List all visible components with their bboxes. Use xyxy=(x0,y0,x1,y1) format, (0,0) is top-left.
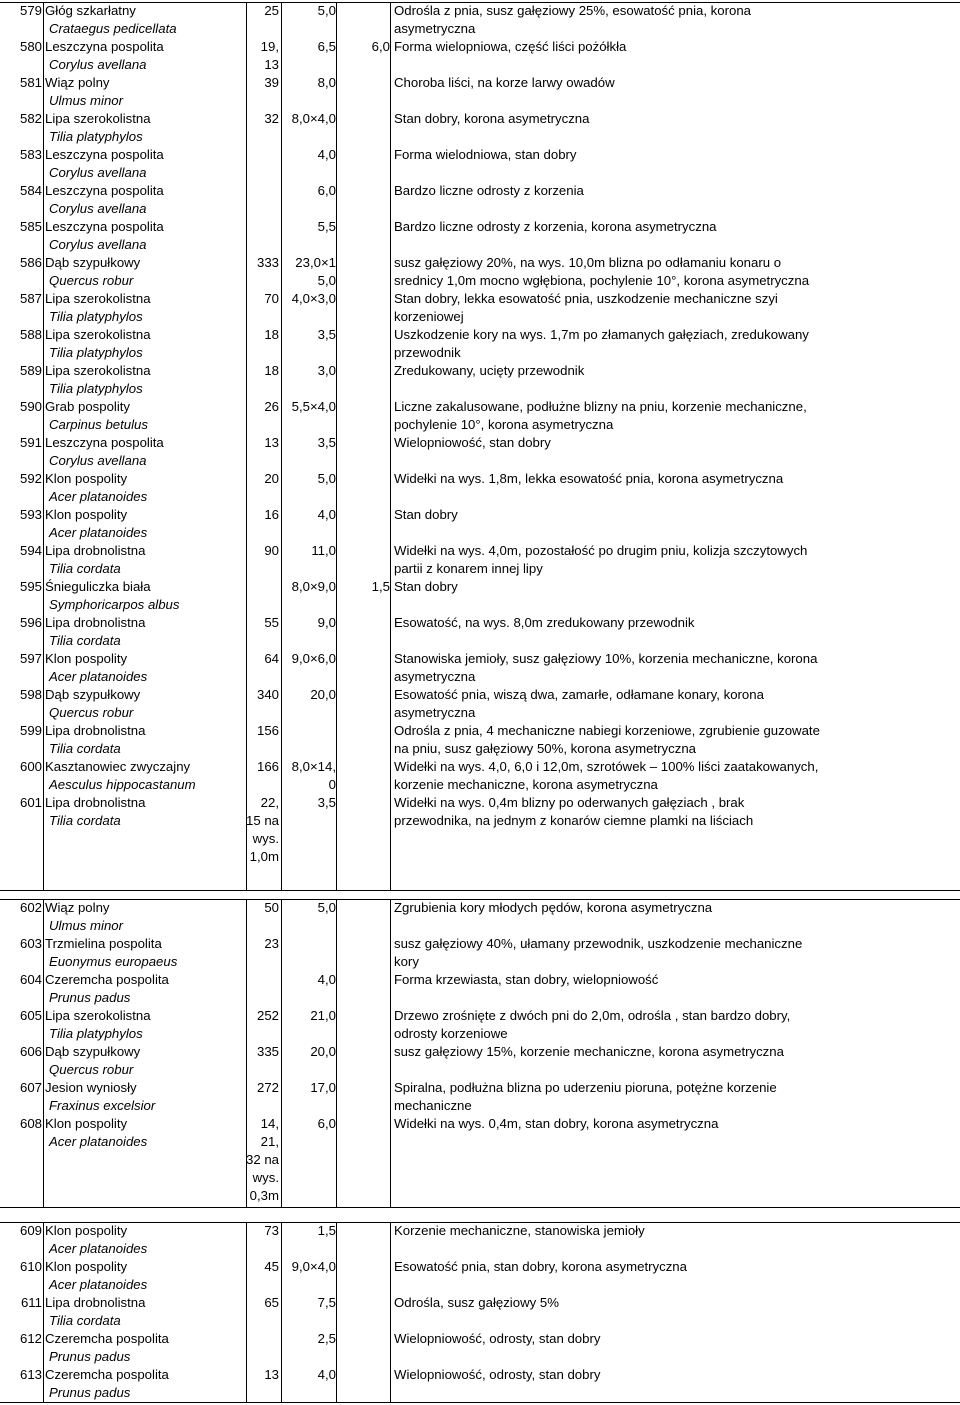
latin-name: Quercus robur xyxy=(49,705,134,720)
girth-cell: 50 xyxy=(264,900,279,915)
table-row xyxy=(0,326,960,362)
table-row xyxy=(0,899,960,935)
latin-name: Acer platanoides xyxy=(49,1134,148,1149)
latin-name: Acer platanoides xyxy=(49,669,148,684)
latin-name: Quercus robur xyxy=(49,273,134,288)
common-name: Klon pospolity xyxy=(45,1259,128,1274)
tree-number-cell: 581 xyxy=(19,75,42,90)
tree-number-cell: 589 xyxy=(19,363,42,378)
condition-description-cell: Wielopniowość, stan dobry xyxy=(394,435,551,450)
species-name-cell xyxy=(45,362,245,398)
condition-description-cell: Esowatość pnia, stan dobry, korona asymetryczna xyxy=(394,1259,687,1274)
condition-description-cell: Esowatość, na wys. 8,0m zredukowany przewodnik xyxy=(394,615,695,630)
species-name-cell xyxy=(45,794,245,830)
girth-cell: 55 xyxy=(264,615,279,630)
table-row xyxy=(0,758,960,794)
tree-number-cell: 606 xyxy=(19,1044,42,1059)
section-rule xyxy=(0,1402,960,1403)
girth-cell: 13 xyxy=(264,435,279,450)
common-name: Czeremcha pospolita xyxy=(45,1331,169,1346)
latin-name: Prunus padus xyxy=(49,1385,131,1400)
height-cell: 7,5 xyxy=(317,1295,336,1310)
condition-description-cell: Liczne zakalusowane, podłużne blizny na pniu, korzenie mechaniczne, pochylenie 10°, korona asymetryczna xyxy=(394,399,807,432)
common-name: Klon pospolity xyxy=(45,651,128,666)
species-name-cell xyxy=(45,578,245,614)
girth-cell: 23 xyxy=(264,936,279,951)
height-cell: 3,0 xyxy=(317,363,336,378)
condition-description-cell: Stan dobry xyxy=(394,579,458,594)
tree-number-cell: 591 xyxy=(19,435,42,450)
condition-description-cell: Stan dobry xyxy=(394,507,458,522)
table-row xyxy=(0,74,960,110)
common-name: Dąb szypułkowy xyxy=(45,687,141,702)
girth-cell: 272 xyxy=(256,1080,279,1095)
condition-description-cell: Bardzo liczne odrosty z korzenia, korona asymetryczna xyxy=(394,219,717,234)
table-row xyxy=(0,1294,960,1330)
girth-cell: 70 xyxy=(264,291,279,306)
table-row xyxy=(0,935,960,971)
height-cell: 5,0 xyxy=(317,900,336,915)
table-section xyxy=(0,1222,960,1402)
section-rule xyxy=(0,890,960,891)
condition-description-cell: Odrośla z pnia, susz gałęziowy 25%, esowatość pnia, korona asymetryczna xyxy=(394,3,751,36)
table-row xyxy=(0,1115,960,1207)
species-name-cell xyxy=(45,614,245,650)
table-row xyxy=(0,542,960,578)
common-name: Kasztanowiec zwyczajny xyxy=(45,759,191,774)
condition-description-cell: Spiralna, podłużna blizna po uderzeniu pioruna, potężne korzenie mechaniczne xyxy=(394,1080,777,1113)
latin-name: Aesculus hippocastanum xyxy=(49,777,196,792)
height-cell: 9,0 xyxy=(317,615,336,630)
tree-number-cell: 585 xyxy=(19,219,42,234)
latin-name: Carpinus betulus xyxy=(49,417,148,432)
common-name: Grab pospolity xyxy=(45,399,131,414)
latin-name: Acer platanoides xyxy=(49,1277,148,1292)
table-row xyxy=(0,470,960,506)
tree-number-cell: 613 xyxy=(19,1367,42,1382)
tree-number-cell: 608 xyxy=(19,1116,42,1131)
girth-cell: 26 xyxy=(264,399,279,414)
table-row xyxy=(0,971,960,1007)
latin-name: Ulmus minor xyxy=(49,918,124,933)
tree-number-cell: 599 xyxy=(19,723,42,738)
height-cell: 21,0 xyxy=(310,1008,336,1023)
condition-description-cell: Stanowiska jemioły, susz gałęziowy 10%, korzenia mechaniczne, korona asymetryczna xyxy=(394,651,818,684)
common-name: Lipa szerokolistna xyxy=(45,327,151,342)
common-name: Leszczyna pospolita xyxy=(45,219,164,234)
table-row xyxy=(0,254,960,290)
tree-number-cell: 580 xyxy=(19,39,42,54)
tree-number-cell: 583 xyxy=(19,147,42,162)
common-name: Klon pospolity xyxy=(45,471,128,486)
tree-number-cell: 609 xyxy=(19,1223,42,1238)
species-name-cell xyxy=(45,74,245,110)
tree-number-cell: 597 xyxy=(19,651,42,666)
latin-name: Symphoricarpos albus xyxy=(49,597,180,612)
species-name-cell xyxy=(45,1366,245,1402)
latin-name: Tilia cordata xyxy=(49,633,121,648)
species-name-cell xyxy=(45,1258,245,1294)
condition-description-cell: Korzenie mechaniczne, stanowiska jemioły xyxy=(394,1223,645,1238)
table-row xyxy=(0,1079,960,1115)
species-name-cell xyxy=(45,254,245,290)
table-row xyxy=(0,614,960,650)
table-row xyxy=(0,1043,960,1079)
species-name-cell xyxy=(45,1294,245,1330)
species-name-cell xyxy=(45,935,245,971)
latin-name: Corylus avellana xyxy=(49,201,147,216)
species-name-cell xyxy=(45,1330,245,1366)
common-name: Dąb szypułkowy xyxy=(45,255,141,270)
species-name-cell xyxy=(45,686,245,722)
species-name-cell xyxy=(45,398,245,434)
latin-name: Corylus avellana xyxy=(49,453,147,468)
latin-name: Tilia cordata xyxy=(49,813,121,828)
height-cell: 4,0 xyxy=(317,972,336,987)
condition-description-cell: Widełki na wys. 0,4m blizny po oderwanych gałęziach , brak przewodnika, na jednym z konarów ciemne plamki na liściach xyxy=(394,795,754,828)
table-row xyxy=(0,362,960,398)
species-name-cell xyxy=(45,470,245,506)
common-name: Leszczyna pospolita xyxy=(45,39,164,54)
common-name: Lipa szerokolistna xyxy=(45,1008,151,1023)
common-name: Wiąz polny xyxy=(45,900,110,915)
girth-cell: 18 xyxy=(264,363,279,378)
tree-number-cell: 596 xyxy=(19,615,42,630)
species-name-cell xyxy=(45,650,245,686)
spread-cell: 6,0 xyxy=(371,39,390,54)
table-row xyxy=(0,722,960,758)
common-name: Lipa drobnolistna xyxy=(45,795,146,810)
condition-description-cell: susz gałęziowy 40%, ułamany przewodnik, uszkodzenie mechaniczne kory xyxy=(394,936,803,969)
section-rule xyxy=(0,1222,960,1223)
height-cell: 9,0×6,0 xyxy=(291,651,336,666)
table-row xyxy=(0,1366,960,1402)
tree-number-cell: 586 xyxy=(19,255,42,270)
latin-name: Tilia platyphylos xyxy=(49,129,143,144)
girth-cell: 32 xyxy=(264,111,279,126)
height-cell: 5,0 xyxy=(317,3,336,18)
table-row xyxy=(0,38,960,74)
tree-number-cell: 602 xyxy=(19,900,42,915)
species-name-cell xyxy=(45,182,245,218)
girth-cell: 64 xyxy=(264,651,279,666)
girth-cell: 22, 15 na wys. 1,0m xyxy=(245,795,279,864)
common-name: Śnieguliczka biała xyxy=(45,579,151,594)
species-name-cell xyxy=(45,2,245,38)
condition-description-cell: Drzewo zrośnięte z dwóch pni do 2,0m, odrośla , stan bardzo dobry, odrosty korzeniowe xyxy=(394,1008,791,1041)
table-section xyxy=(0,899,960,1207)
tree-number-cell: 610 xyxy=(19,1259,42,1274)
common-name: Klon pospolity xyxy=(45,1116,128,1131)
tree-number-cell: 592 xyxy=(19,471,42,486)
table-section xyxy=(0,2,960,890)
height-cell: 3,5 xyxy=(317,795,336,810)
condition-description-cell: Forma wielodniowa, stan dobry xyxy=(394,147,577,162)
latin-name: Tilia platyphylos xyxy=(49,309,143,324)
girth-cell: 16 xyxy=(264,507,279,522)
table-row xyxy=(0,1330,960,1366)
section-rule xyxy=(0,899,960,900)
girth-cell: 333 xyxy=(256,255,279,270)
height-cell: 2,5 xyxy=(317,1331,336,1346)
tree-number-cell: 590 xyxy=(19,399,42,414)
height-cell: 6,0 xyxy=(317,183,336,198)
common-name: Lipa szerokolistna xyxy=(45,291,151,306)
latin-name: Tilia platyphylos xyxy=(49,381,143,396)
girth-cell: 18 xyxy=(264,327,279,342)
tree-number-cell: 611 xyxy=(20,1295,42,1310)
table-row xyxy=(0,290,960,326)
condition-description-cell: Forma krzewiasta, stan dobry, wielopniowość xyxy=(394,972,659,987)
girth-cell: 166 xyxy=(256,759,279,774)
girth-cell: 156 xyxy=(256,723,279,738)
height-cell: 20,0 xyxy=(310,1044,336,1059)
height-cell: 1,5 xyxy=(317,1223,336,1238)
height-cell: 3,5 xyxy=(317,435,336,450)
latin-name: Prunus padus xyxy=(49,1349,131,1364)
latin-name: Acer platanoides xyxy=(49,1241,148,1256)
tree-number-cell: 601 xyxy=(19,795,42,810)
height-cell: 5,0 xyxy=(317,471,336,486)
condition-description-cell: Esowatość pnia, wiszą dwa, zamarłe, odłamane konary, korona asymetryczna xyxy=(394,687,764,720)
latin-name: Ulmus minor xyxy=(49,93,124,108)
tree-number-cell: 604 xyxy=(19,972,42,987)
species-name-cell xyxy=(45,722,245,758)
table-row xyxy=(0,110,960,146)
latin-name: Prunus padus xyxy=(49,990,131,1005)
condition-description-cell: Bardzo liczne odrosty z korzenia xyxy=(394,183,584,198)
girth-cell: 39 xyxy=(264,75,279,90)
latin-name: Acer platanoides xyxy=(49,525,148,540)
table-row xyxy=(0,650,960,686)
spread-cell: 1,5 xyxy=(371,579,390,594)
common-name: Dąb szypułkowy xyxy=(45,1044,141,1059)
girth-cell: 65 xyxy=(264,1295,279,1310)
table-row xyxy=(0,1258,960,1294)
height-cell: 11,0 xyxy=(311,543,336,558)
condition-description-cell: Odrośla, susz gałęziowy 5% xyxy=(394,1295,559,1310)
height-cell: 3,5 xyxy=(317,327,336,342)
condition-description-cell: Zredukowany, ucięty przewodnik xyxy=(394,363,585,378)
table-row xyxy=(0,146,960,182)
tree-number-cell: 594 xyxy=(19,543,42,558)
height-cell: 8,0×4,0 xyxy=(291,111,336,126)
tree-number-cell: 600 xyxy=(19,759,42,774)
common-name: Lipa szerokolistna xyxy=(45,363,151,378)
species-name-cell xyxy=(45,899,245,935)
common-name: Leszczyna pospolita xyxy=(45,147,164,162)
table-row xyxy=(0,578,960,614)
height-cell: 8,0×9,0 xyxy=(291,579,336,594)
common-name: Czeremcha pospolita xyxy=(45,1367,169,1382)
condition-description-cell: Uszkodzenie kory na wys. 1,7m po złamanych gałęziach, zredukowany przewodnik xyxy=(394,327,809,360)
species-name-cell xyxy=(45,1007,245,1043)
height-cell: 17,0 xyxy=(310,1080,336,1095)
tree-number-cell: 588 xyxy=(19,327,42,342)
latin-name: Crataegus pedicellata xyxy=(49,21,177,36)
height-cell: 9,0×4,0 xyxy=(291,1259,336,1274)
species-name-cell xyxy=(45,1115,245,1151)
condition-description-cell: Widełki na wys. 4,0m, pozostałość po drugim pniu, kolizja szczytowych partii z konarem innej lipy xyxy=(394,543,808,576)
tree-number-cell: 584 xyxy=(19,183,42,198)
species-name-cell xyxy=(45,758,245,794)
latin-name: Corylus avellana xyxy=(49,237,147,252)
latin-name: Tilia platyphylos xyxy=(49,1026,143,1041)
tree-number-cell: 579 xyxy=(19,3,42,18)
common-name: Lipa drobnolistna xyxy=(45,723,146,738)
tree-number-cell: 582 xyxy=(19,111,42,126)
latin-name: Corylus avellana xyxy=(49,165,147,180)
condition-description-cell: Stan dobry, lekka esowatość pnia, uszkodzenie mechaniczne szyi korzeniowej xyxy=(394,291,778,324)
species-name-cell xyxy=(45,434,245,470)
latin-name: Acer platanoides xyxy=(49,489,148,504)
condition-description-cell: Widełki na wys. 4,0, 6,0 i 12,0m, szrotówek – 100% liści zaatakowanych, korzenie mechaniczne, korona asymetryczna xyxy=(394,759,819,792)
common-name: Lipa drobnolistna xyxy=(45,615,146,630)
common-name: Lipa szerokolistna xyxy=(45,111,151,126)
tree-number-cell: 598 xyxy=(19,687,42,702)
table-row xyxy=(0,218,960,254)
height-cell: 4,0×3,0 xyxy=(291,291,336,306)
species-name-cell xyxy=(45,146,245,182)
girth-cell: 14, 21, 32 na wys. 0,3m xyxy=(245,1116,279,1203)
table-row xyxy=(0,182,960,218)
height-cell: 6,5 xyxy=(317,39,336,54)
common-name: Czeremcha pospolita xyxy=(45,972,169,987)
condition-description-cell: Zgrubienia kory młodych pędów, korona asymetryczna xyxy=(394,900,713,915)
table-row xyxy=(0,398,960,434)
table-row xyxy=(0,686,960,722)
table-row xyxy=(0,1007,960,1043)
height-cell: 6,0 xyxy=(317,1116,336,1131)
table-row xyxy=(0,794,960,864)
common-name: Głóg szkarłatny xyxy=(45,3,136,18)
girth-cell: 340 xyxy=(256,687,279,702)
common-name: Klon pospolity xyxy=(45,507,128,522)
girth-cell: 20 xyxy=(264,471,279,486)
height-cell: 4,0 xyxy=(317,1367,336,1382)
tree-number-cell: 595 xyxy=(19,579,42,594)
common-name: Trzmielina pospolita xyxy=(45,936,162,951)
species-name-cell xyxy=(45,1079,245,1115)
condition-description-cell: Widełki na wys. 1,8m, lekka esowatość pnia, korona asymetryczna xyxy=(394,471,784,486)
table-row xyxy=(0,434,960,470)
condition-description-cell: Choroba liści, na korze larwy owadów xyxy=(394,75,615,90)
common-name: Leszczyna pospolita xyxy=(45,435,164,450)
condition-description-cell: susz gałęziowy 15%, korzenie mechaniczne, korona asymetryczna xyxy=(394,1044,784,1059)
height-cell: 20,0 xyxy=(310,687,336,702)
tree-number-cell: 612 xyxy=(19,1331,42,1346)
height-cell: 8,0 xyxy=(317,75,336,90)
common-name: Klon pospolity xyxy=(45,1223,128,1238)
condition-description-cell: Wielopniowość, odrosty, stan dobry xyxy=(394,1367,601,1382)
girth-cell: 252 xyxy=(256,1008,279,1023)
tree-number-cell: 605 xyxy=(19,1008,42,1023)
species-name-cell xyxy=(45,542,245,578)
table-row xyxy=(0,506,960,542)
latin-name: Tilia cordata xyxy=(49,561,121,576)
common-name: Leszczyna pospolita xyxy=(45,183,164,198)
height-cell: 8,0×14, 0 xyxy=(291,759,336,792)
tree-number-cell: 603 xyxy=(19,936,42,951)
latin-name: Quercus robur xyxy=(49,1062,134,1077)
condition-description-cell: Forma wielopniowa, część liści pożółkła xyxy=(394,39,627,54)
latin-name: Fraxinus excelsior xyxy=(49,1098,156,1113)
species-name-cell xyxy=(45,290,245,326)
condition-description-cell: Widełki na wys. 0,4m, stan dobry, korona asymetryczna xyxy=(394,1116,719,1131)
girth-cell: 73 xyxy=(264,1223,279,1238)
girth-cell: 25 xyxy=(264,3,279,18)
table-row xyxy=(0,1222,960,1258)
height-cell: 4,0 xyxy=(317,147,336,162)
table-row xyxy=(0,2,960,38)
species-name-cell xyxy=(45,506,245,542)
condition-description-cell: Odrośla z pnia, 4 mechaniczne nabiegi korzeniowe, zgrubienie guzowate na pniu, susz gałęziowy 50%, korona asymetryczna xyxy=(394,723,820,756)
condition-description-cell: susz gałęziowy 20%, na wys. 10,0m blizna po odłamaniu konaru o srednicy 1,0m mocno wgłębiona, pochylenie 10°, korona asymetryczna xyxy=(394,255,810,288)
latin-name: Tilia platyphylos xyxy=(49,345,143,360)
height-cell: 5,5 xyxy=(317,219,336,234)
height-cell: 23,0×1 5,0 xyxy=(295,255,336,288)
common-name: Jesion wyniosły xyxy=(45,1080,137,1095)
section-rule xyxy=(0,2,960,3)
common-name: Lipa drobnolistna xyxy=(45,1295,146,1310)
latin-name: Corylus avellana xyxy=(49,57,147,72)
condition-description-cell: Stan dobry, korona asymetryczna xyxy=(394,111,590,126)
species-name-cell xyxy=(45,326,245,362)
section-rule xyxy=(0,1207,960,1208)
latin-name: Euonymus europaeus xyxy=(49,954,178,969)
girth-cell: 19, 13 xyxy=(260,39,279,72)
girth-cell: 13 xyxy=(264,1367,279,1382)
tree-number-cell: 587 xyxy=(19,291,42,306)
height-cell: 4,0 xyxy=(317,507,336,522)
species-name-cell xyxy=(45,1222,245,1258)
height-cell: 5,5×4,0 xyxy=(291,399,336,414)
species-name-cell xyxy=(45,1043,245,1079)
latin-name: Tilia cordata xyxy=(49,1313,121,1328)
girth-cell: 335 xyxy=(256,1044,279,1059)
species-name-cell xyxy=(45,38,245,74)
girth-cell: 90 xyxy=(264,543,279,558)
species-name-cell xyxy=(45,971,245,1007)
girth-cell: 45 xyxy=(264,1259,279,1274)
species-name-cell xyxy=(45,218,245,254)
common-name: Lipa drobnolistna xyxy=(45,543,146,558)
tree-number-cell: 593 xyxy=(19,507,42,522)
common-name: Wiąz polny xyxy=(45,75,110,90)
condition-description-cell: Wielopniowość, odrosty, stan dobry xyxy=(394,1331,601,1346)
species-name-cell xyxy=(45,110,245,146)
latin-name: Tilia cordata xyxy=(49,741,121,756)
tree-number-cell: 607 xyxy=(19,1080,42,1095)
